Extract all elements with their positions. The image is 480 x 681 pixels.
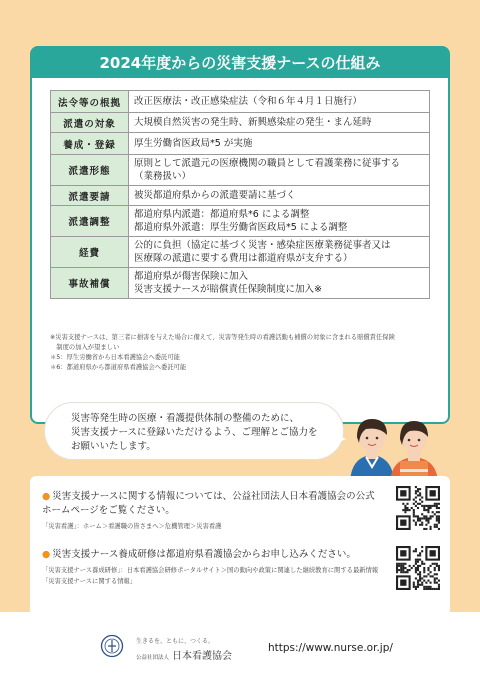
row-value (129, 113, 430, 133)
info-sub: 「災害看護」：ホーム＞看護職の皆さまへ＞危機管理＞災害看護 (42, 523, 222, 530)
row-key: 法令等の根拠 (51, 91, 129, 113)
row-value-line: 大規模自然災害の発生時、新興感染症の発生・まん延時 (134, 117, 372, 128)
row-value-line: （業務扱い） (134, 171, 192, 182)
bullet-icon: ● (42, 491, 51, 502)
row-key: 派遣の対象 (51, 113, 129, 133)
row-key: 派遣形態 (51, 155, 129, 186)
table-row (51, 91, 430, 113)
row-value (129, 155, 430, 186)
info-item-training (42, 548, 382, 587)
row-key: 経費 (51, 237, 129, 268)
bullet-icon: ● (42, 549, 51, 560)
bubble-line: 災害等発生時の医療・看護提供体制の整備のために、 (71, 413, 300, 424)
table-row (51, 206, 430, 237)
row-value-line: 原則として派遣元の医療機関の職員として看護業務に従事する (134, 158, 401, 169)
bubble-line: 災害支援ナースに登録いただけるよう、ご理解とご協力を (71, 427, 318, 438)
row-value (129, 186, 430, 206)
row-key: 派遣要請 (51, 186, 129, 206)
info-item-website (42, 490, 382, 532)
row-value-line: 都道府県内派遣：都道府県*6 による調整 (134, 209, 310, 220)
table-row (51, 186, 430, 206)
row-key: 養成・登録 (51, 133, 129, 155)
bubble-line: お願いいたします。 (71, 441, 156, 452)
row-key: 事故補償 (51, 268, 129, 299)
footer (0, 612, 480, 681)
row-value (129, 91, 430, 113)
row-value-line: 都道府県が傷害保険に加入 (134, 271, 249, 282)
website-link[interactable]: https://www.nurse.or.jp/ (268, 642, 393, 654)
note-line: 制度の加入が望ましい (50, 344, 120, 351)
row-value (129, 237, 430, 268)
row-value-line: 改正医療法・改正感染症法（令和６年４月１日施行） (134, 96, 363, 107)
row-value (129, 133, 430, 155)
info-sub: 「災害支援ナース養成研修」：日本看護協会研修ポータルサイト＞国の動向や政策に関連した継続教育に関する最新情報「災害支援ナースに関する情報」 (42, 567, 379, 585)
info-heading: 災害支援ナース養成研修は都道府県看護協会からお申し込みください。 (52, 549, 356, 560)
info-heading: 災害支援ナースに関する情報については、公益社団法人日本看護協会の公式ホームページをご覧ください。 (42, 491, 375, 516)
slogan: 生きるを、ともに、つくる。 (136, 638, 215, 645)
row-value-line: 公的に負担（協定に基づく災害・感染症医療業務従事者又は (134, 240, 391, 251)
table-row (51, 268, 430, 299)
notes (50, 333, 434, 373)
note-line: ※災害支援ナースは、第三者に損害を与えた場合に備えて、災害等発生時の看護活動も補償の対象に含まれる賠償責任保険 (50, 334, 395, 341)
jna-logo-icon (100, 634, 124, 658)
row-value-line: 都道府県外派遣：厚生労働省医政局*5 による調整 (134, 222, 348, 233)
card-title: 2024年度からの災害支援ナースの仕組み (32, 48, 448, 78)
note-line: ＊5：厚生労働省から日本看護協会へ委託可能 (50, 354, 180, 361)
row-value (129, 206, 430, 237)
nurse-illustration-icon (344, 405, 440, 485)
qr-code-icon[interactable] (396, 486, 440, 530)
table-row (51, 155, 430, 186)
table-row (51, 113, 430, 133)
row-value-line: 被災都道府県からの派遣要請に基づく (134, 190, 296, 201)
organization-name (136, 647, 232, 662)
row-value-line: 医療隊の派遣に要する費用は都道府県が支弁する） (134, 253, 353, 264)
qr-code-icon[interactable] (396, 546, 440, 590)
message-bubble (44, 402, 344, 460)
row-value-line: 厚生労働省医政局*5 が実施 (134, 138, 253, 149)
org-name: 日本看護協会 (172, 651, 233, 662)
info-box (30, 476, 450, 616)
table-row (51, 133, 430, 155)
note-line: ＊6：都道府県から都道府県看護協会へ委託可能 (50, 364, 187, 371)
org-prefix: 公益社団法人 (136, 655, 170, 661)
system-table (50, 90, 430, 299)
table-row (51, 237, 430, 268)
row-value (129, 268, 430, 299)
row-value-line: 災害支援ナースが賠償責任保険制度に加入※ (134, 284, 322, 295)
row-key: 派遣調整 (51, 206, 129, 237)
